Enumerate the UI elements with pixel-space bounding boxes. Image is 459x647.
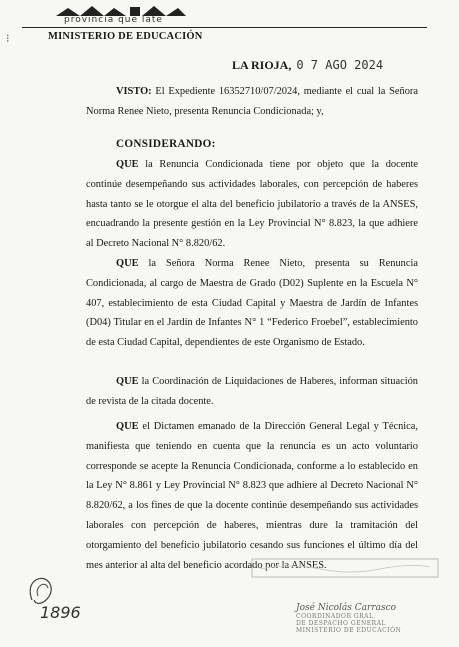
visto-label: VISTO: bbox=[116, 86, 152, 97]
considerando-paragraph-4 bbox=[86, 417, 418, 575]
date-stamp: 0 7 AGO 2024 bbox=[296, 58, 384, 72]
paragraph-text: la Coordinación de Liquidaciones de Haberes, informan situación de revista de la citada docente. bbox=[86, 376, 418, 407]
paragraph-text: la Señora Norma Renee Nieto, presenta su Renuncia Condicionada, al cargo de Maestra de Grado (D02) Suplente en la Escuela N° 407, establecimiento de esta Ciudad Capital y Maestra de Jardín de Infantes (D04) Titular en el Jardín de Infantes N° 1 “Federico Froebel”, establecimiento de esta Ciudad Capital, dependientes de este Organismo de Estado. bbox=[86, 258, 418, 349]
considerando-paragraph-3 bbox=[86, 372, 418, 412]
considerando-paragraph-2 bbox=[86, 254, 418, 353]
faded-stamp bbox=[250, 555, 440, 585]
svg-text:1896: 1896 bbox=[40, 603, 81, 622]
paragraph-lead: QUE bbox=[116, 159, 139, 170]
visto-paragraph bbox=[86, 82, 418, 122]
paragraph-text: el Dictamen emanado de la Dirección General Legal y Técnica, manifiesta que teniendo en cuenta que la renuncia es un acto voluntario corresponde se acepte la Renuncia Condicionada, conforme a lo establecido en la Ley N° 8.861 y Ley Provincial N° 8.823 que adhiere al Decreto Nacional N° 8.820/62, a los fines de que la docente continúe desempeñando sus actividades laborales con percepción de haberes, mientras dure la tramitación del otorgamiento del beneficio jubilatorio cesando sus funciones el último día del mes anterior al alta del beneficio acordado por la ANSES. bbox=[86, 421, 418, 571]
paragraph-text: la Renuncia Condicionada tiene por objeto que la docente continúe desempeñando sus actividades laborales, con percepción de haberes hasta tanto se le otorgue el alta del beneficio jubilatorio a través de la ANSES, encuadrando la presente gestión en la Ley Provincial N° 8.823, la que adhiere al Decreto Nacional N° 8.820/62. bbox=[86, 159, 418, 250]
considerando-heading: CONSIDERANDO: bbox=[116, 138, 216, 150]
signer-name: José Nicolás Carrasco bbox=[296, 603, 397, 613]
date-place: LA RIOJA, bbox=[232, 58, 292, 72]
visto-text: El Expediente 16352710/07/2024, mediante el cual la Señora Norma Renee Nieto, presenta Renuncia Condicionada; y, bbox=[86, 86, 418, 117]
header-rule bbox=[22, 27, 427, 28]
signer-block bbox=[296, 603, 436, 634]
paragraph-lead: QUE bbox=[116, 258, 139, 269]
signer-title-3: MINISTERIO DE EDUCACIÓN bbox=[296, 627, 402, 634]
signer-title-1: COORDINADOR GRAL. bbox=[296, 613, 376, 620]
considerando-paragraph-1 bbox=[86, 155, 418, 254]
margin-mark: ⁝ bbox=[6, 33, 10, 45]
handwritten-number-seal bbox=[24, 570, 114, 625]
paragraph-lead: QUE bbox=[116, 421, 139, 432]
paragraph-lead: QUE bbox=[116, 376, 139, 387]
logo-text: provincia que late bbox=[64, 15, 163, 25]
ministry-title: MINISTERIO DE EDUCACIÓN bbox=[48, 31, 203, 42]
date-line bbox=[232, 58, 383, 73]
signer-title-2: DE DESPACHO GENERAL bbox=[296, 620, 387, 627]
